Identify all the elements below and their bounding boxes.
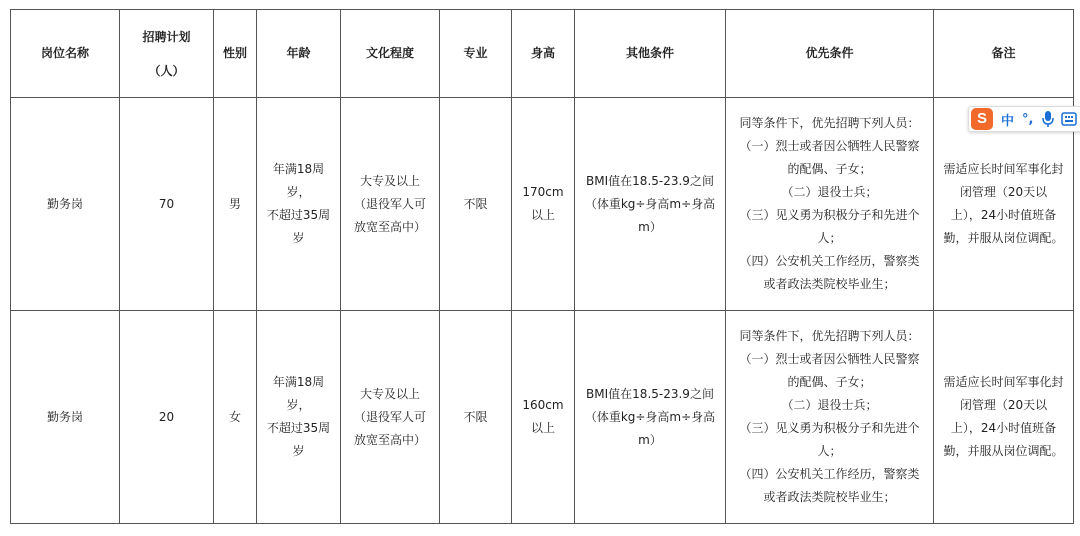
microphone-icon[interactable] — [1041, 110, 1055, 128]
header-age: 年龄 — [257, 10, 341, 98]
ime-mode-toggle[interactable]: 中 — [1001, 113, 1015, 129]
cell-education-line: 大专及以上 — [359, 173, 420, 188]
cell-priority-line: 的配偶、子女； — [787, 375, 872, 389]
table-row — [11, 311, 1074, 524]
cell-education-line: （退役军人可 — [353, 409, 426, 424]
ime-punctuation-toggle[interactable]: °, — [1022, 111, 1034, 127]
header-remarks: 备注 — [934, 10, 1074, 98]
cell-remarks-line: 勤，并服从岗位调配。 — [943, 231, 1064, 245]
cell-other — [575, 311, 726, 524]
cell-height-line: 以上 — [530, 208, 555, 222]
header-gender: 性别 — [214, 10, 257, 98]
cell-education-line: 放宽至高中） — [353, 432, 426, 447]
ime-toolbar[interactable] — [968, 106, 1080, 132]
cell-height — [512, 98, 575, 311]
cell-height-line: 以上 — [530, 421, 555, 435]
cell-other-line: （体重kg÷身高m÷身高 — [584, 196, 716, 211]
cell-remarks-line: 上），24小时值班备 — [950, 421, 1057, 435]
cell-remarks-line: 需适应长时间军事化封 — [943, 375, 1064, 389]
cell-education-line: 放宽至高中） — [353, 219, 426, 234]
cell-age-line: 不超过35周 — [266, 208, 331, 222]
header-education: 文化程度 — [341, 10, 440, 98]
cell-position: 勤务岗 — [11, 98, 120, 311]
cell-priority-line: （四）公安机关工作经历，警察类 — [739, 467, 920, 481]
table-header-row — [11, 10, 1074, 98]
header-plan-line2: （人） — [148, 63, 185, 78]
cell-priority-line: （一）烈士或者因公牺牲人民警察 — [739, 139, 920, 153]
cell-remarks-line: 需适应长时间军事化封 — [943, 162, 1064, 176]
table-row — [11, 98, 1074, 311]
cell-remarks-line: 上），24小时值班备 — [950, 208, 1057, 222]
cell-priority-line: （三）见义勇为积极分子和先进个 — [739, 421, 920, 435]
cell-age-line: 年满18周 — [272, 162, 325, 176]
cell-priority-line: （二）退役士兵； — [781, 398, 878, 412]
cell-major: 不限 — [440, 311, 512, 524]
sogou-logo-icon[interactable]: S — [971, 108, 993, 130]
keyboard-icon[interactable] — [1061, 112, 1077, 126]
cell-priority-line: 的配偶、子女； — [787, 162, 872, 176]
cell-priority-line: （一）烈士或者因公牺牲人民警察 — [739, 352, 920, 366]
cell-age-line: 岁 — [292, 231, 305, 245]
cell-height-line: 170cm — [522, 185, 564, 199]
cell-age-line: 不超过35周 — [266, 421, 331, 435]
header-priority: 优先条件 — [726, 10, 934, 98]
header-plan — [120, 10, 214, 98]
recruitment-table — [10, 9, 1074, 524]
cell-gender: 女 — [214, 311, 257, 524]
cell-remarks-line: 勤，并服从岗位调配。 — [943, 444, 1064, 458]
cell-priority-line: 人； — [817, 231, 842, 245]
cell-plan: 70 — [120, 98, 214, 311]
cell-age-line: 岁， — [286, 398, 311, 412]
header-position: 岗位名称 — [11, 10, 120, 98]
cell-priority — [726, 311, 934, 524]
cell-remarks — [934, 311, 1074, 524]
cell-priority-line: 或者政法类院校毕业生； — [763, 490, 896, 504]
cell-age-line: 年满18周 — [272, 375, 325, 389]
cell-plan: 20 — [120, 311, 214, 524]
cell-age-line: 岁 — [292, 444, 305, 458]
cell-major: 不限 — [440, 98, 512, 311]
cell-position: 勤务岗 — [11, 311, 120, 524]
table-body — [11, 98, 1074, 524]
cell-priority-line: 同等条件下，优先招聘下列人员： — [739, 329, 920, 343]
cell-priority-line: （二）退役士兵； — [781, 185, 878, 199]
cell-other — [575, 98, 726, 311]
cell-education — [341, 311, 440, 524]
cell-age — [257, 311, 341, 524]
cell-other-line: （体重kg÷身高m÷身高 — [584, 409, 716, 424]
cell-priority-line: 同等条件下，优先招聘下列人员： — [739, 116, 920, 130]
cell-other-line: BMI值在18.5-23.9之间 — [586, 386, 714, 401]
cell-priority-line: 人； — [817, 444, 842, 458]
cell-gender: 男 — [214, 98, 257, 311]
header-plan-line1: 招聘计划 — [142, 29, 191, 44]
cell-education-line: 大专及以上 — [359, 386, 420, 401]
cell-remarks-line: 闭管理（20天以 — [959, 398, 1048, 412]
header-major: 专业 — [440, 10, 512, 98]
cell-priority — [726, 98, 934, 311]
cell-education-line: （退役军人可 — [353, 196, 426, 211]
cell-other-line: m） — [638, 219, 662, 234]
cell-age-line: 岁， — [286, 185, 311, 199]
cell-other-line: m） — [638, 432, 662, 447]
cell-height-line: 160cm — [522, 398, 564, 412]
cell-age — [257, 98, 341, 311]
cell-height — [512, 311, 575, 524]
header-other: 其他条件 — [575, 10, 726, 98]
cell-education — [341, 98, 440, 311]
cell-priority-line: （四）公安机关工作经历，警察类 — [739, 254, 920, 268]
cell-other-line: BMI值在18.5-23.9之间 — [586, 173, 714, 188]
cell-priority-line: （三）见义勇为积极分子和先进个 — [739, 208, 920, 222]
header-height: 身高 — [512, 10, 575, 98]
cell-priority-line: 或者政法类院校毕业生； — [763, 277, 896, 291]
cell-remarks-line: 闭管理（20天以 — [959, 185, 1048, 199]
